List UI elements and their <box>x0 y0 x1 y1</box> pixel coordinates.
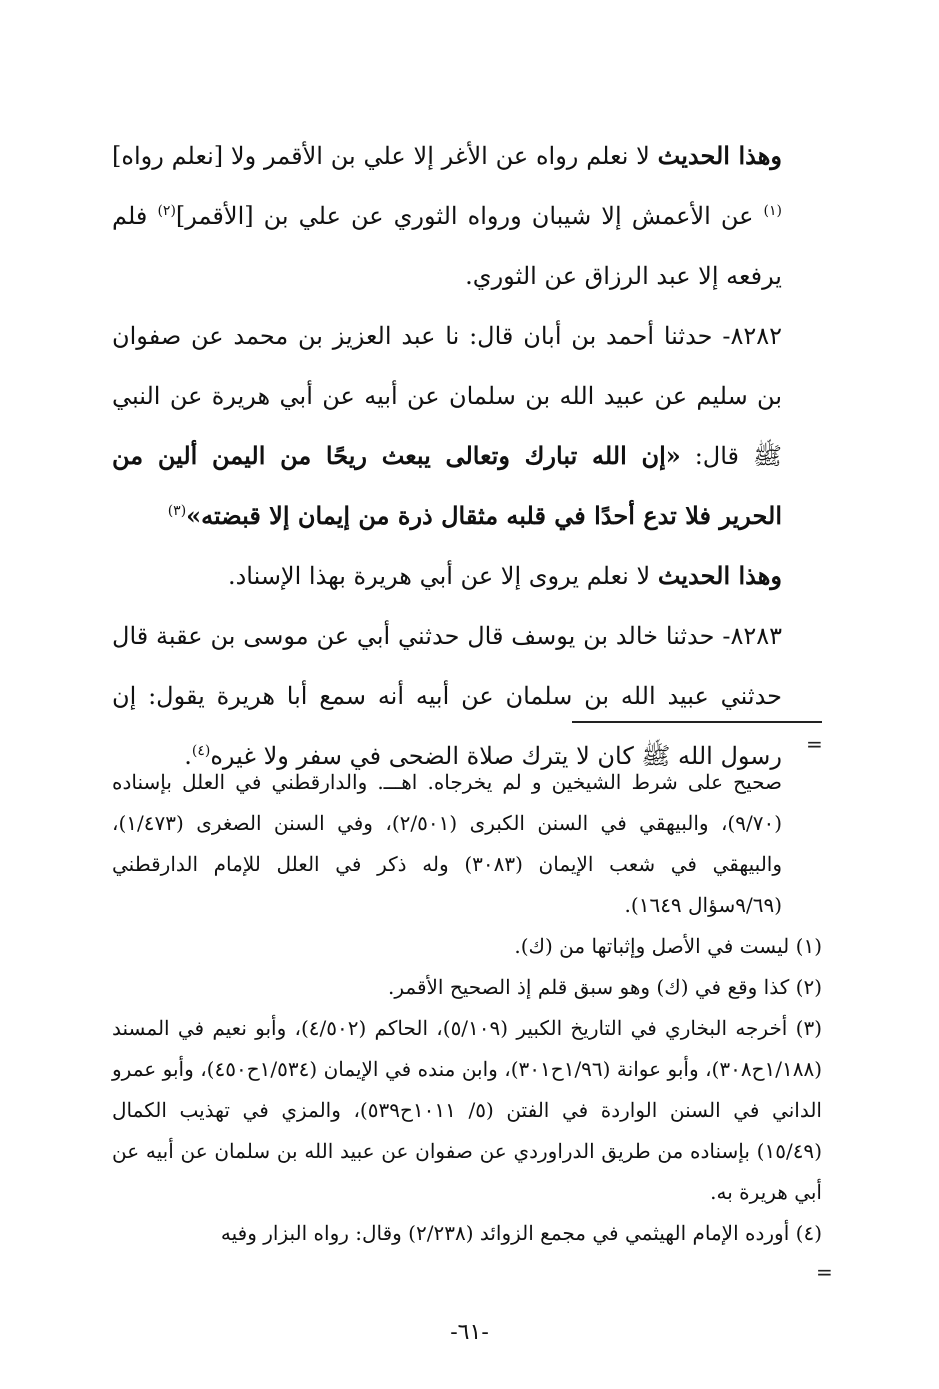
bold-lead: وهذا الحديث <box>657 141 782 170</box>
page-number: -٦١- <box>450 1320 489 1345</box>
hadith-8283 <box>112 606 822 786</box>
footnote-ref-1: (١) <box>763 203 782 219</box>
footnote-text: كذا وقع في (ك) وهو سبق قلم إذ الصحيح الأقمر. <box>387 975 796 999</box>
footnote-text: ليست في الأصل وإثباتها من (ك). <box>514 934 796 958</box>
footnote-3 <box>112 1008 822 1213</box>
text-run: فلم يرفعه إلا عبد الرزاق عن الثوري. <box>112 202 782 290</box>
hadith-number: ٨٢٨٣ <box>730 622 782 650</box>
hadith-isnad: - حدثنا أحمد بن أبان قال: نا عبد العزيز بن محمد عن صفوان بن سليم عن عبيد الله بن سلمان عن أبيه عن أبي هريرة عن النبي ﷺ قال: <box>112 322 783 470</box>
footnote-text: أخرجه البخاري في التاريخ الكبير (٥/١٠٩)، الحاكم (٤/٥٠٢)، وأبو نعيم في المسند (١/١٨٨ح٣٠٨)، وأبو عوانة (١/٩٦ح٣٠١)، وابن منده في الإيمان (١/٥٣٤ح٤٥٠)، وأبو عمرو الداني في السنن الواردة في الفتن (٥/ ١٠١١ح٥٣٩)، والمزي في تهذيب الكمال (١٥/٤٩) بإسناده من طريق الدراوردي عن صفوان عن عبيد الله بن سلمان عن أبيه عن أبي هريرة به. <box>112 1016 823 1204</box>
footnote-number: (١) <box>795 934 822 958</box>
footnote-number: (٤) <box>795 1221 822 1245</box>
hadith-number: ٨٢٨٢ <box>730 322 782 350</box>
footnote-text: أورده الإمام الهيثمي في مجمع الزوائد (٢/٢٣٨) وقال: رواه البزار وفيه <box>220 1221 796 1245</box>
footnote-2 <box>112 967 822 1008</box>
text-run: لا نعلم يروى إلا عن أبي هريرة بهذا الإسناد. <box>227 562 658 590</box>
footnote-number: (٣) <box>795 1016 822 1040</box>
hadith-matn: «إن الله تبارك وتعالى يبعث ريحًا من اليمن ألين من الحرير فلا تدع أحدًا في قلبه مثقال ذرة من إيمان إلا قبضته» <box>112 441 782 530</box>
footnote-ref-3: (٣) <box>167 503 187 519</box>
footnote-separator <box>572 721 822 723</box>
bold-lead: وهذا الحديث <box>657 561 782 590</box>
footnote-1 <box>112 926 822 967</box>
text-run: عن الأعمش إلا شيبان ورواه الثوري عن علي بن [الأقمر] <box>175 202 764 230</box>
footnote-ref-4: (٤) <box>191 743 211 759</box>
continuation-mark-bottom: = <box>816 1260 833 1284</box>
paragraph-commentary-1 <box>112 126 822 306</box>
hadith-8282 <box>112 306 822 546</box>
footnote-4 <box>112 1213 822 1254</box>
footnotes <box>112 762 822 1254</box>
hadith-text: - حدثنا خالد بن يوسف قال حدثني أبي عن موسى بن عقبة قال حدثني عبيد الله بن سلمان عن أبيه أنه سمع أبا هريرة يقول: إن رسول الله ﷺ كان لا يترك صلاة الضحى في سفر ولا غيره <box>112 622 782 770</box>
main-text <box>112 126 822 786</box>
footnote-number: (٢) <box>795 975 822 999</box>
text-run: . <box>184 742 192 770</box>
footnote-carryover: صحيح على شرط الشيخين و لم يخرجاه. اهـــ. والدارقطني في العلل بإسناده (٩/٧٠)، والبيهقي في السنن الكبرى (٢/٥٠١)، وفي السنن الصغرى (١/٤٧٣)، والبيهقي في شعب الإيمان (٣٠٨٣) وله ذكر في العلل للإمام الدارقطني (٩/٦٩سؤال ١٦٤٩). <box>112 770 783 917</box>
footnote-ref-2: (٢) <box>157 203 176 219</box>
text-run: لا نعلم رواه عن الأغر إلا علي بن الأقمر ولا [نعلم رواه] <box>112 142 658 170</box>
continuation-mark-top: = <box>806 732 823 756</box>
paragraph-commentary-2 <box>112 546 822 606</box>
